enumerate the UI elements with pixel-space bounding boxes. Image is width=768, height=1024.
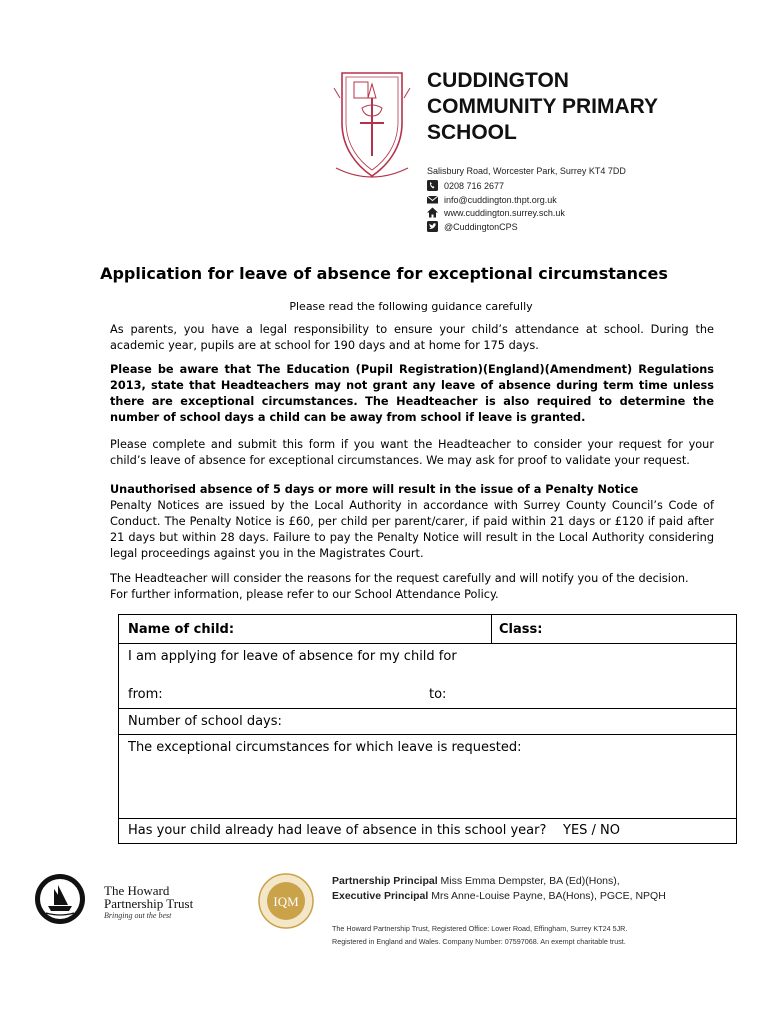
email-icon [427, 194, 438, 205]
attendance-paragraph: As parents, you have a legal responsibility to ensure your child’s attendance at school. During the academic year, pupils are at school for 190 days and at home for 175 days. [110, 323, 714, 352]
yes-no-option: YES / NO [563, 823, 621, 838]
form-row-circumstances [119, 734, 736, 818]
decision-line-1: The Headteacher will consider the reasons for the request carefully and will notify you of the decision. [110, 572, 689, 585]
executive-principal-name: Mrs Anne-Louise Payne, BA(Hons), PGCE, NPQH [431, 890, 666, 902]
contact-twitter [427, 220, 727, 233]
page-title: Application for leave of absence for exceptional circumstances [100, 264, 668, 283]
leave-application-form [118, 614, 737, 844]
website-url[interactable]: www.cuddington.surrey.sch.uk [444, 207, 565, 218]
class-label: Class: [499, 622, 543, 637]
applying-statement: I am applying for leave of absence for my child for [128, 649, 457, 664]
previous-leave-question: Has your child already had leave of absence in this school year? [128, 823, 547, 838]
regulations-paragraph [110, 362, 714, 426]
trust-name-line-1: The Howard [104, 883, 170, 898]
trust-tagline: Bringing out the best [104, 911, 172, 920]
submission-paragraph: Please complete and submit this form if you want the Headteacher to consider your request for your child’s leave of absence for exceptional circumstances. We may ask for proof to validate your request. [110, 438, 714, 467]
form-row-dates [119, 643, 736, 708]
decision-line-2: For further information, please refer to our School Attendance Policy. [110, 588, 499, 601]
penalty-heading: Unauthorised absence of 5 days or more will result in the issue of a Penalty Notice [110, 483, 639, 496]
home-icon [427, 207, 438, 218]
twitter-icon [427, 221, 438, 232]
partnership-principal [332, 875, 620, 887]
school-name [427, 68, 747, 146]
school-crest-logo [332, 68, 412, 183]
form-row-name [119, 615, 736, 643]
penalty-section [110, 482, 714, 562]
executive-principal-role: Executive Principal [332, 890, 429, 902]
penalty-text: Penalty Notices are issued by the Local Authority in accordance with Surrey County Council’s Code of Conduct. The Penalty Notice is £60, per child per parent/carer, if paid within 21 days or £120 if paid after 21 days but within 28 days. Failure to pay the Penalty Notice will result in the Local Authority considering legal proceedings against you in the Magistrates Court. [110, 499, 714, 560]
registered-office: The Howard Partnership Trust, Registered Office: Lower Road, Effingham, Surrey KT24 5JR. [332, 924, 628, 933]
school-name-line-3: SCHOOL [427, 121, 517, 144]
contact-phone [427, 179, 727, 192]
executive-principal [332, 890, 666, 902]
to-label: to: [429, 687, 447, 702]
school-address: Salisbury Road, Worcester Park, Surrey KT4 7DD [427, 166, 626, 176]
email-address[interactable]: info@cuddington.thpt.org.uk [444, 194, 557, 205]
phone-icon [427, 180, 438, 191]
school-name-line-1: CUDDINGTON [427, 69, 569, 92]
trust-name-line-2: Partnership Trust [104, 896, 194, 911]
company-registration: Registered in England and Wales. Company Number: 07597068. An exempt charitable trust. [332, 937, 626, 946]
contact-email [427, 193, 727, 206]
contact-website [427, 206, 727, 219]
howard-partnership-trust-logo [34, 873, 86, 925]
child-name-label: Name of child: [128, 622, 235, 637]
iqm-text: IQM [273, 894, 299, 909]
form-row-previous-leave [119, 818, 736, 843]
partnership-principal-role: Partnership Principal [332, 875, 438, 887]
twitter-handle[interactable]: @CuddingtonCPS [444, 221, 518, 232]
school-name-line-2: COMMUNITY PRIMARY [427, 95, 658, 118]
circumstances-label: The exceptional circumstances for which leave is requested: [128, 740, 522, 755]
regulations-text: Please be aware that The Education (Pupil Registration)(England)(Amendment) Regulations 2013, state that Headteachers may not grant any leave of absence during term time unless there are exceptional circumstances. The Headteacher is also required to determine the number of school days a child can be away from school if leave is granted. [110, 363, 714, 424]
school-days-label: Number of school days: [128, 714, 282, 729]
decision-paragraph [110, 571, 714, 603]
trust-name [104, 884, 193, 910]
form-row-days [119, 708, 736, 734]
partnership-principal-name: Miss Emma Dempster, BA (Ed)(Hons), [440, 875, 620, 887]
iqm-award-badge [258, 873, 314, 929]
phone-number: 0208 716 2677 [444, 180, 505, 191]
from-label: from: [128, 687, 163, 702]
guidance-note: Please read the following guidance carefully [289, 300, 533, 313]
